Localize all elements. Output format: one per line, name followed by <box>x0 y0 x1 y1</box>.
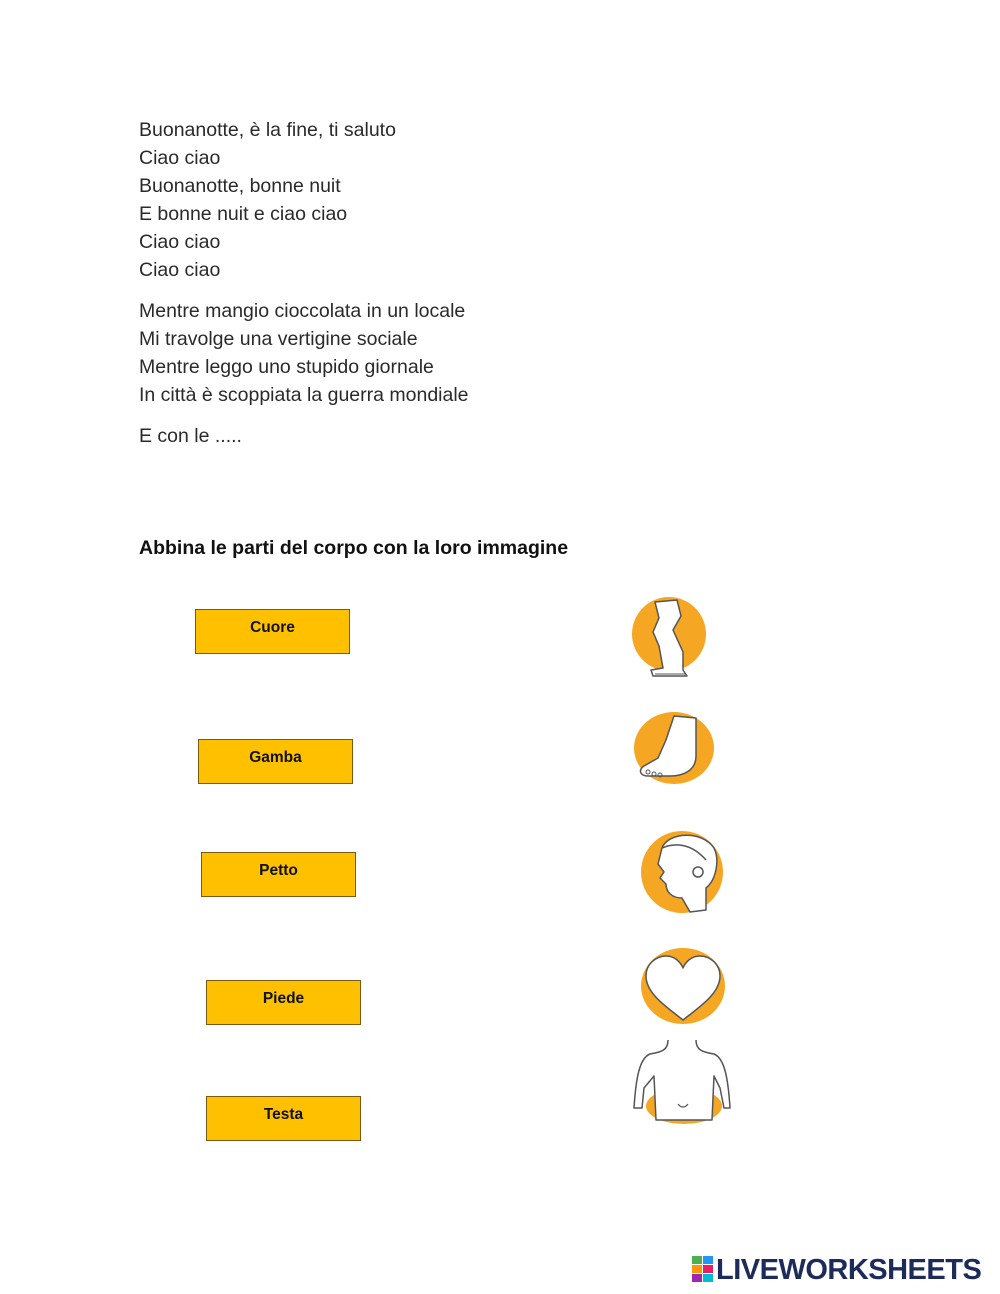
leg-icon[interactable] <box>625 596 735 686</box>
lyric-line: Mentre mangio cioccolata in un locale <box>139 300 466 322</box>
lyric-line: In città è scoppiata la guerra mondiale <box>139 384 469 406</box>
word-box-gamba[interactable]: Gamba <box>198 739 353 784</box>
head-icon[interactable] <box>632 826 742 916</box>
lyric-line: E bonne nuit e ciao ciao <box>139 203 348 225</box>
lyric-line: Buonanotte, bonne nuit <box>139 175 341 197</box>
lyric-line: Buonanotte, è la fine, ti saluto <box>139 119 396 141</box>
word-box-petto[interactable]: Petto <box>201 852 356 897</box>
song-lyrics <box>139 116 739 463</box>
lyric-line: E con le ..... <box>139 425 242 447</box>
brand-name: LIVEWORKSHEETS <box>716 1253 982 1286</box>
stanza-1 <box>139 116 739 284</box>
lyric-line: Mentre leggo uno stupido giornale <box>139 356 434 378</box>
chest-icon[interactable] <box>628 1036 738 1126</box>
stanza-2 <box>139 297 739 409</box>
liveworksheets-logo <box>692 1252 981 1288</box>
stanza-3 <box>139 422 739 450</box>
lyric-line: Ciao ciao <box>139 231 221 253</box>
exercise-heading: Abbina le parti del corpo con la loro immagine <box>139 537 569 559</box>
word-box-cuore[interactable]: Cuore <box>195 609 350 654</box>
liveworksheets-logo-icon <box>692 1256 714 1284</box>
lyric-line: Ciao ciao <box>139 147 221 169</box>
heart-icon[interactable] <box>632 944 742 1034</box>
word-box-testa[interactable]: Testa <box>206 1096 361 1141</box>
foot-icon[interactable] <box>626 710 736 800</box>
word-box-piede[interactable]: Piede <box>206 980 361 1025</box>
lyric-line: Ciao ciao <box>139 259 221 281</box>
lyric-line: Mi travolge una vertigine sociale <box>139 328 418 350</box>
